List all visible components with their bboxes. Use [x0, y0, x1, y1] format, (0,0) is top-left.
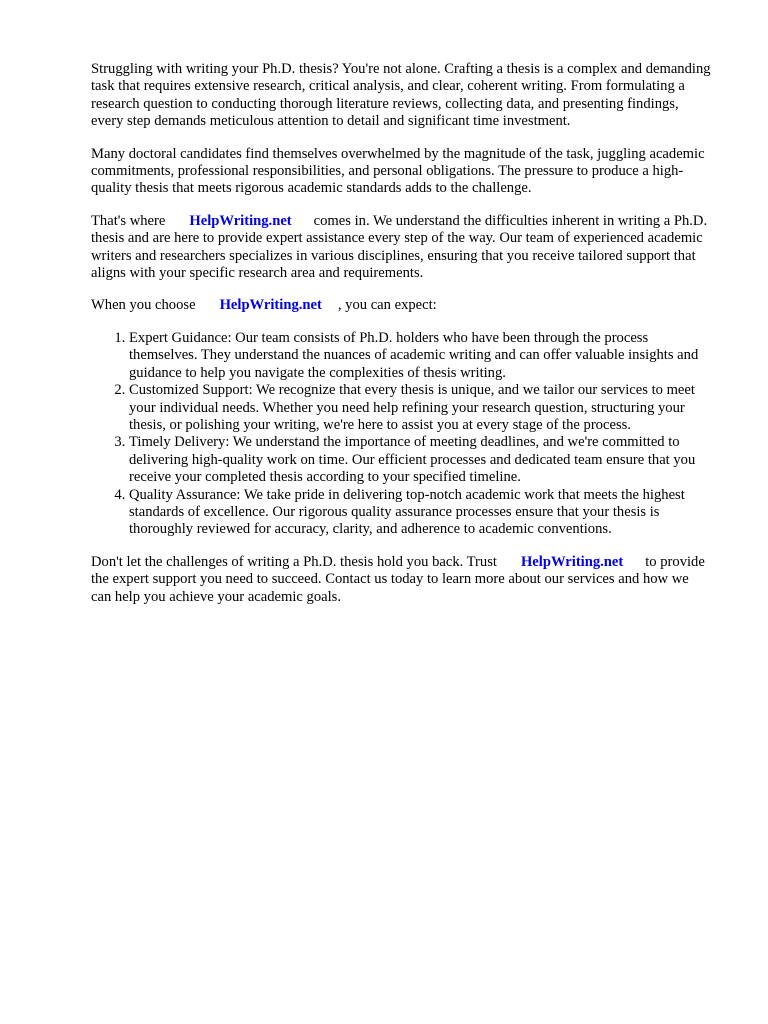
thats-where-body-text: comes in. We understand the difficulties inherent in writing a Ph.D. thesis and are here to provide expert assistance every step of the way. Our team of experienced academic writers and researchers specializes in various disciplines, ensuring that you receive tailored support that aligns with your specific research area and requirements.: [91, 212, 708, 282]
closing-lead-text: Don't let the challenges of writing a Ph.D. thesis hold you back. Trust: [91, 553, 497, 570]
list-item: 4. Quality Assurance: We take pride in delivering top-notch academic work that meets the highest standards of excellence. Our rigorous quality assurance processes ensure that your thesis is thoroughly reviewed for accuracy, clarity, and adherence to academic conventions.: [129, 487, 711, 539]
benefits-list: [91, 330, 711, 539]
helpwriting-link-2[interactable]: HelpWriting.net: [219, 297, 322, 314]
when-choose-lead-text: When you choose: [91, 297, 196, 314]
list-item: 3. Timely Delivery: We understand the importance of meeting deadlines, and we're committed to delivering high-quality work on time. Our efficient processes and dedicated team ensure that you receive your completed thesis according to your specified timeline.: [129, 434, 711, 486]
thats-where-paragraph: [91, 213, 711, 283]
overwhelmed-paragraph: Many doctoral candidates find themselves overwhelmed by the magnitude of the task, juggling academic commitments, professional responsibilities, and personal obligations. The pressure to produce a high-quality thesis that meets rigorous academic standards adds to the challenge.: [91, 145, 705, 197]
list-item: 1. Expert Guidance: Our team consists of Ph.D. holders who have been through the process themselves. They understand the nuances of academic writing and can offer valuable insights and guidance to help you navigate the complexities of thesis writing.: [129, 330, 711, 382]
thats-where-lead-text: That's where: [91, 212, 166, 229]
helpwriting-link-3[interactable]: HelpWriting.net: [520, 553, 624, 570]
document-page: [91, 61, 711, 621]
closing-body-text: to provide the expert support you need to succeed. Contact us today to learn more about our services and how we can help you achieve your academic goals.: [91, 553, 705, 605]
helpwriting-link-1[interactable]: HelpWriting.net: [189, 212, 292, 229]
intro-paragraph: Struggling with writing your Ph.D. thesis? You're not alone. Crafting a thesis is a complex and demanding task that requires extensive research, critical analysis, and clear, coherent writing. From formulating a research question to conducting thorough literature reviews, collecting data, and presenting findings, every step demands meticulous attention to detail and significant time investment.: [91, 61, 711, 130]
when-choose-paragraph: [91, 297, 711, 314]
when-choose-tail-text: , you can expect:: [337, 297, 437, 314]
closing-paragraph: [91, 554, 711, 606]
list-item: 2. Customized Support: We recognize that every thesis is unique, and we tailor our services to meet your individual needs. Whether you need help refining your research question, structuring your thesis, or polishing your writing, we're here to assist you at every stage of the process.: [129, 382, 711, 434]
